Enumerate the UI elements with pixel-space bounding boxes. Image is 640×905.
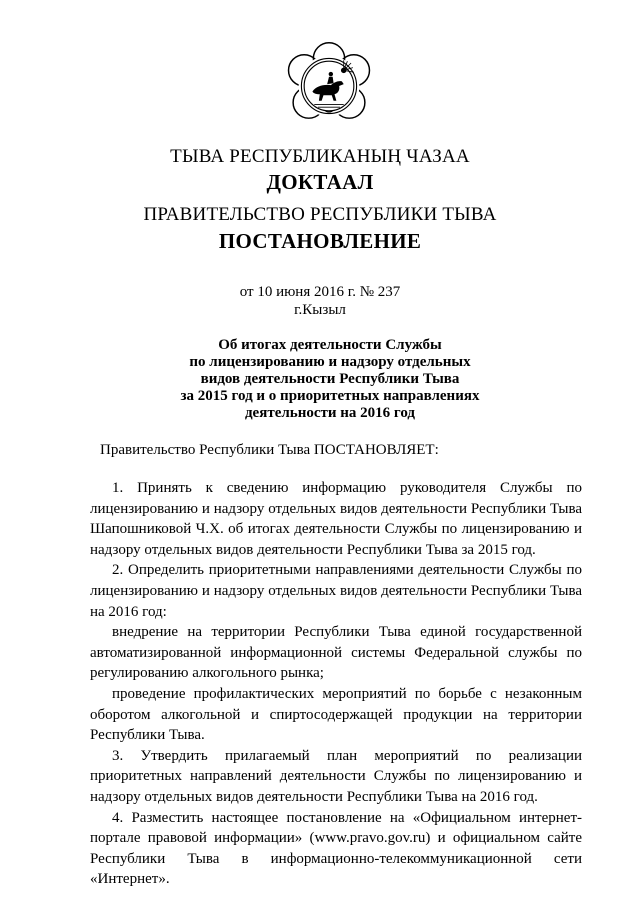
tyva-government-name: ТЫВА РЕСПУБЛИКАНЫҢ ЧАЗАА: [170, 146, 470, 167]
coat-of-arms-emblem-icon: [283, 40, 375, 132]
paragraph-4: 4. Разместить настоящее постановление на «Официальном интернет-портале правовой информации» (www.pravo.gov.ru) и официальном сайте Республики Тыва в информационно-телекоммуникационной сети «Интернет».: [90, 809, 582, 888]
title-line: видов деятельности Республики Тыва: [200, 371, 460, 387]
title-line: деятельности на 2016 год: [244, 405, 416, 421]
paragraph-2-item-2: проведение профилактических мероприятий по борьбе с незаконным оборотом алкогольной и спиртосодержащей продукции на территории Республики Тыва.: [90, 685, 582, 744]
ru-document-type: ПОСТАНОВЛЕНИЕ: [218, 229, 422, 253]
document-date-number: от 10 июня 2016 г. № 237: [239, 284, 401, 300]
paragraph-3: 3. Утвердить прилагаемый план мероприятий по реализации приоритетных направлений деятельности Службы по лицензированию и надзору отдельных видов деятельности Республики Тыва на 2016 год.: [90, 747, 582, 805]
title-line: по лицензированию и надзору отдельных: [189, 354, 471, 370]
paragraph-2: 2. Определить приоритетными направлениями деятельности Службы по лицензированию и надзору отдельных видов деятельности Республики Тыва на 2016 год:: [90, 562, 582, 620]
ru-government-name: ПРАВИТЕЛЬСТВО РЕСПУБЛИКИ ТЫВА: [143, 204, 497, 225]
title-line: Об итогах деятельности Службы: [218, 337, 442, 353]
paragraph-2-item-1: внедрение на территории Республики Тыва единой государственной автоматизированной информационной системы Федеральной службы по регулированию алкогольного рынка;: [90, 624, 582, 682]
document-city: г.Кызыл: [294, 302, 346, 318]
document-title: [120, 337, 540, 422]
resolution-body: [90, 478, 582, 890]
paragraph-1: 1. Принять к сведению информацию руководителя Службы по лицензированию и надзору отдельных видов деятельности Республики Тыва Шапошниковой Ч.Х. об итогах деятельности Службы по лицензированию и надзору отдельных видов деятельности Республики Тыва за 2015 год.: [90, 480, 582, 558]
title-line: за 2015 год и о приоритетных направлениях: [180, 388, 480, 404]
resolution-intro: Правительство Республики Тыва ПОСТАНОВЛЯЕТ:: [100, 442, 439, 458]
tyva-document-type: ДОКТААЛ: [266, 170, 374, 194]
